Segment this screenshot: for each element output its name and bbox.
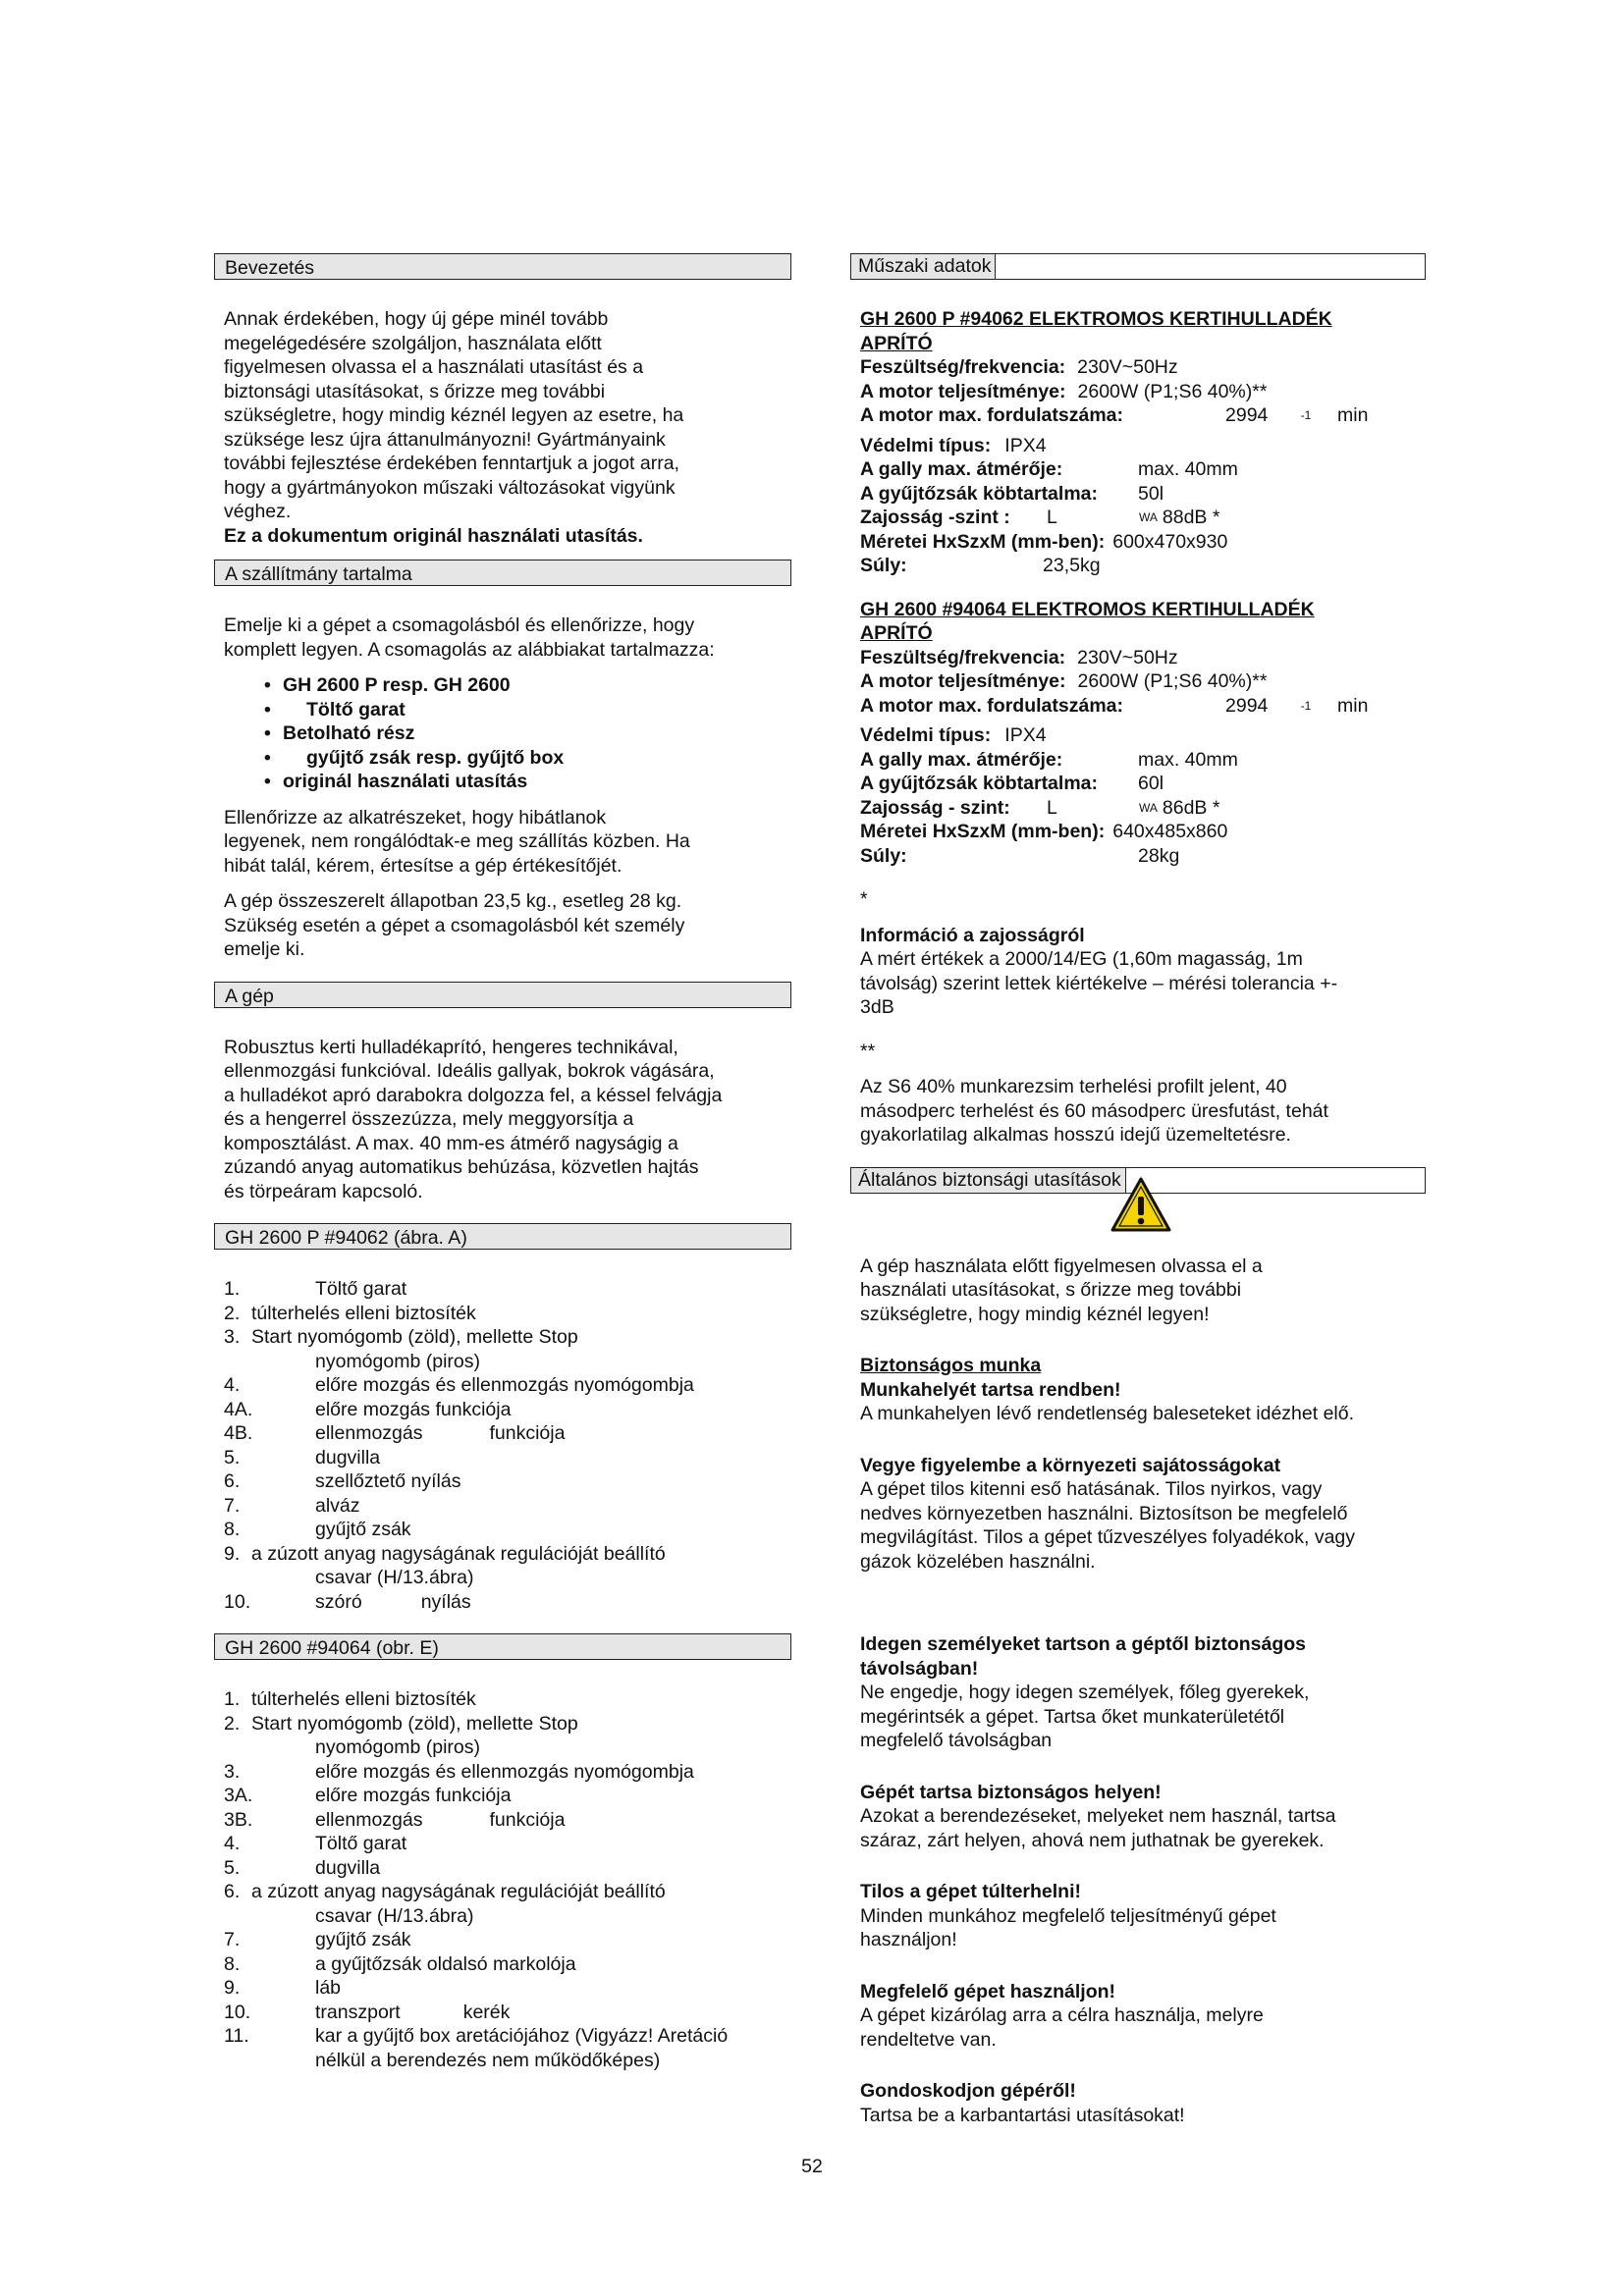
list-item: 10. transzport kerék [224,2001,511,2023]
list-item: 9. a zúzott anyag nagyságának regulációját beállító [224,1542,666,1565]
delivery-text: Emelje ki a gépet a csomagolásból és ellenőrizze, hogy komplett legyen. A csomagolás az alábbiakat tartalmazza: • GH 2600 P resp. GH 2600 • Töltő garat • Betolható rész • gyűjtő zsák resp. gyűjtő box • originál használati utasítás Ellenőrizze az alkatrészeket, hogy hibátlanok legyenek, nem rongálódtak-e meg szállítás közben. Ha hibát talál, kérem, értesítse a gép értékesítőjét. A gép összeszerelt állapotban 23,5 kg., esetleg 28 kg. Szükség esetén a gépet a csomagolásból két személy emelje ki. [214,614,791,962]
intro-text: Annak érdekében, hogy új gépe minél tovább megelégedésére szolgáljon, használata előtt figyelmesen olvassa el a használati utasítást és a biztonsági utasításokat, s őrizze meg további szükségletre, hogy mindig kéznél legyen az esetre, ha szüksége lesz újra áttanulmányozni! Gyártmányaink további fejlesztése érdekében fenntartjuk a jogot arra, hogy a gyártmányokon műszaki változásokat vigyünk véghez. Ez a dokumentum originál használati utasítás. [214,307,791,548]
machine-text: Robusztus kerti hulladékaprító, hengeres technikával, ellenmozgási funkcióval. Ideális gallyak, bokrok vágására, a hulladékot apró darabokra dolgozza fel, a késsel felvágja és a hengerrel összezúzza, mely meggyorsítja a komposztálást. A max. 40 mm-es átmérő nagyságig a zúzandó anyag automatikus behúzása, közvetlen hajtás és törpeáram kapcsoló. [224,1036,723,1202]
list-item: 5. dugvilla [224,1856,381,1879]
list-item: 7. gyűjtő zsák [224,1929,411,1950]
list-item: 1. túlterhelés elleni biztosíték [224,1688,476,1710]
list-item: 10. szóró nyílás [224,1590,471,1613]
spec-gh2600: GH 2600 #94064 ELEKTROMOS KERTIHULLADÉK APRÍTÓ Feszültség/frekvencia: 230V~50Hz A motor teljesítménye: 2600W (P1;S6 40%)** A motor max. fordulatszáma: 2994 $^{-1}$ min Védelmi típus: IPX4 A gally max. átmérője: max. 40mm A gyűjtőzsák köbtartalma: 60l Zajosság - szint: L WA 86dB * Méretei HxSzxM (mm-ben): 640x485x860 Súly: 28kg [850,598,1426,869]
original-notice: Ez a dokumentum originál használati utasítás. [224,524,643,547]
page-number: 52 [801,2156,823,2177]
list-item: 3. Start nyomógomb (zöld), mellette Stop [224,1326,578,1348]
noise-note: * Információ a zajosságról A mért értékek a 2000/14/EG (1,60m magasság, 1m távolság) szerint lettek kiértékelve – mérési tolerancia +- 3dB ** Az S6 40% munkarezsim terhelési profilt jelent, 40 másodperc terhelést és 60 másodperc üresfutást, tehát gyakorlatilag alkalmas hosszú idejű üzemeltetésre. [860,888,1338,1146]
gh2600-parts-list: 1. túlterhelés elleni biztosíték 2. Start nyomógomb (zöld), mellette Stop nyomógomb (piros) 3. előre mozgás és ellenmozgás nyomógombja 3A. előre mozgás funkciója 3B. ellenmozgás funkciója 4. Töltő garat 5. dugvilla 6. a zúzott anyag nagyságának regulációját beállító csavar (H/13.ábra) 7. gyűjtő zsák 8. a gyűjtőzsák oldalsó markolója 9. láb 10. transzport kerék 11. kar a gyűjtő box aretációjához (Vigyázz! Aretáció nélkül a berendezés nem működőképes) [214,1687,791,2072]
list-item: 2. túlterhelés elleni biztosíték [224,1302,476,1324]
section-header-safety: Általános biztonsági utasítások [850,1167,1426,1194]
list-item: 6. a zúzott anyag nagyságának regulációját beállító [224,1881,666,1902]
spec-gh2600p: GH 2600 P #94062 ELEKTROMOS KERTIHULLADÉK APRÍTÓ Feszültség/frekvencia: 230V~50Hz A motor teljesítménye: 2600W (P1;S6 40%)** A motor max. fordulatszáma: 2994 $^{-1}$ min Védelmi típus: IPX4 A gally max. átmérője: max. 40mm A gyűjtőzsák köbtartalma: 50l Zajosság -szint : L WA 88dB * Méretei HxSzxM (mm-ben): 600x470x930 Súly: 23,5kg [850,307,1426,578]
list-item: • originál használati utasítás [283,770,782,794]
list-item: 6. szellőztető nyílás [224,1470,461,1492]
list-item: • gyűjtő zsák resp. gyűjtő box [283,746,782,771]
list-item: 9. láb [224,1977,342,1999]
section-header-intro: Bevezetés [214,253,791,280]
section-header-gh2600p: GH 2600 P #94062 (ábra. A) [214,1223,791,1250]
section-header-tech: Műszaki adatok [850,253,1426,280]
list-item: 3A. előre mozgás funkciója [224,1785,512,1806]
delivery-list [224,673,782,794]
list-item: 4. Töltő garat [224,1833,407,1854]
list-item: 3. előre mozgás és ellenmozgás nyomógombja [224,1760,694,1783]
section-header-delivery: A szállítmány tartalma [214,560,791,586]
list-item: 11. kar a gyűjtő box aretációjához (Vigyázz! Aretáció [224,2025,729,2047]
spec-title: GH 2600 P #94062 ELEKTROMOS KERTIHULLADÉK [860,308,1332,330]
spec-title: GH 2600 #94064 ELEKTROMOS KERTIHULLADÉK [860,598,1315,620]
list-item: • Betolható rész [283,721,782,746]
warning-triangle-icon [1110,1176,1172,1233]
list-item: 4A. előre mozgás funkciója [224,1398,512,1420]
list-item: 8. gyűjtő zsák [224,1519,411,1540]
list-item: 4. előre mozgás és ellenmozgás nyomógombja [224,1374,694,1396]
list-item: • GH 2600 P resp. GH 2600 [283,673,782,698]
list-item: 8. a gyűjtőzsák oldalsó markolója [224,1952,576,1975]
list-item: • Töltő garat [283,698,782,722]
right-column [850,253,1426,2127]
section-header-gh2600: GH 2600 #94064 (obr. E) [214,1633,791,1660]
list-item: 4B. ellenmozgás funkciója [224,1422,566,1444]
gh2600p-parts-list: 1. Töltő garat 2. túlterhelés elleni biztosíték 3. Start nyomógomb (zöld), mellette Stop nyomógomb (piros) 4. előre mozgás és ellenmozgás nyomógombja 4A. előre mozgás funkciója 4B. ellenmozgás funkciója 5. dugvilla 6. szellőztető nyílás 7. alváz 8. gyűjtő zsák 9. a zúzott anyag nagyságának regulációját beállító csavar (H/13.ábra) 10. szóró nyílás [214,1277,791,1614]
left-column [214,253,791,2072]
safety-text: A gép használata előtt figyelmesen olvassa el a használati utasításokat, s őrizze meg további szükségletre, hogy mindig kéznél legyen! Biztonságos munka Munkahelyét tartsa rendben! A munkahelyen lévő rendetlenség baleseteket idézhet elő. Vegye figyelembe a környezeti sajátosságokat A gépet tilos kitenni eső hatásának. Tilos nyirkos, vagy nedves környezetben használni. Biztosítson be megfelelő megvilágítást. Tilos a gépet tűzveszélyes folyadékok, vagy gázok közelében használni. Idegen személyeket tartson a géptől biztonságos távolságban! Ne engedje, hogy idegen személyek, főleg gyerekek, megérintsék a gépet. Tartsa őket munkaterületétől megfelelő távolságban Gépét tartsa biztonságos helyen! Azokat a berendezéseket, melyeket nem használ, tartsa száraz, zárt helyen, ahová nem juthatnak be gyerekek. Tilos a gépet túlterhelni! Minden munkához megfelelő teljesítményű gépet használjon! Megfelelő gépet használjon! A gépet kizárólag arra a célra használja, melyre rendeltetve van. Gondoskodjon gépéről! Tartsa be a karbantartási utasításokat! [850,1255,1426,2128]
list-item: 1. Töltő garat [224,1278,407,1300]
section-header-machine: A gép [214,982,791,1008]
safety-header-wrap [850,1167,1426,1194]
list-item: 7. alváz [224,1494,360,1517]
safe-work-heading: Biztonságos munka [860,1355,1042,1376]
list-item: 5. dugvilla [224,1446,381,1468]
list-item: 2. Start nyomógomb (zöld), mellette Stop [224,1712,578,1735]
list-item: 3B. ellenmozgás funkciója [224,1808,566,1831]
